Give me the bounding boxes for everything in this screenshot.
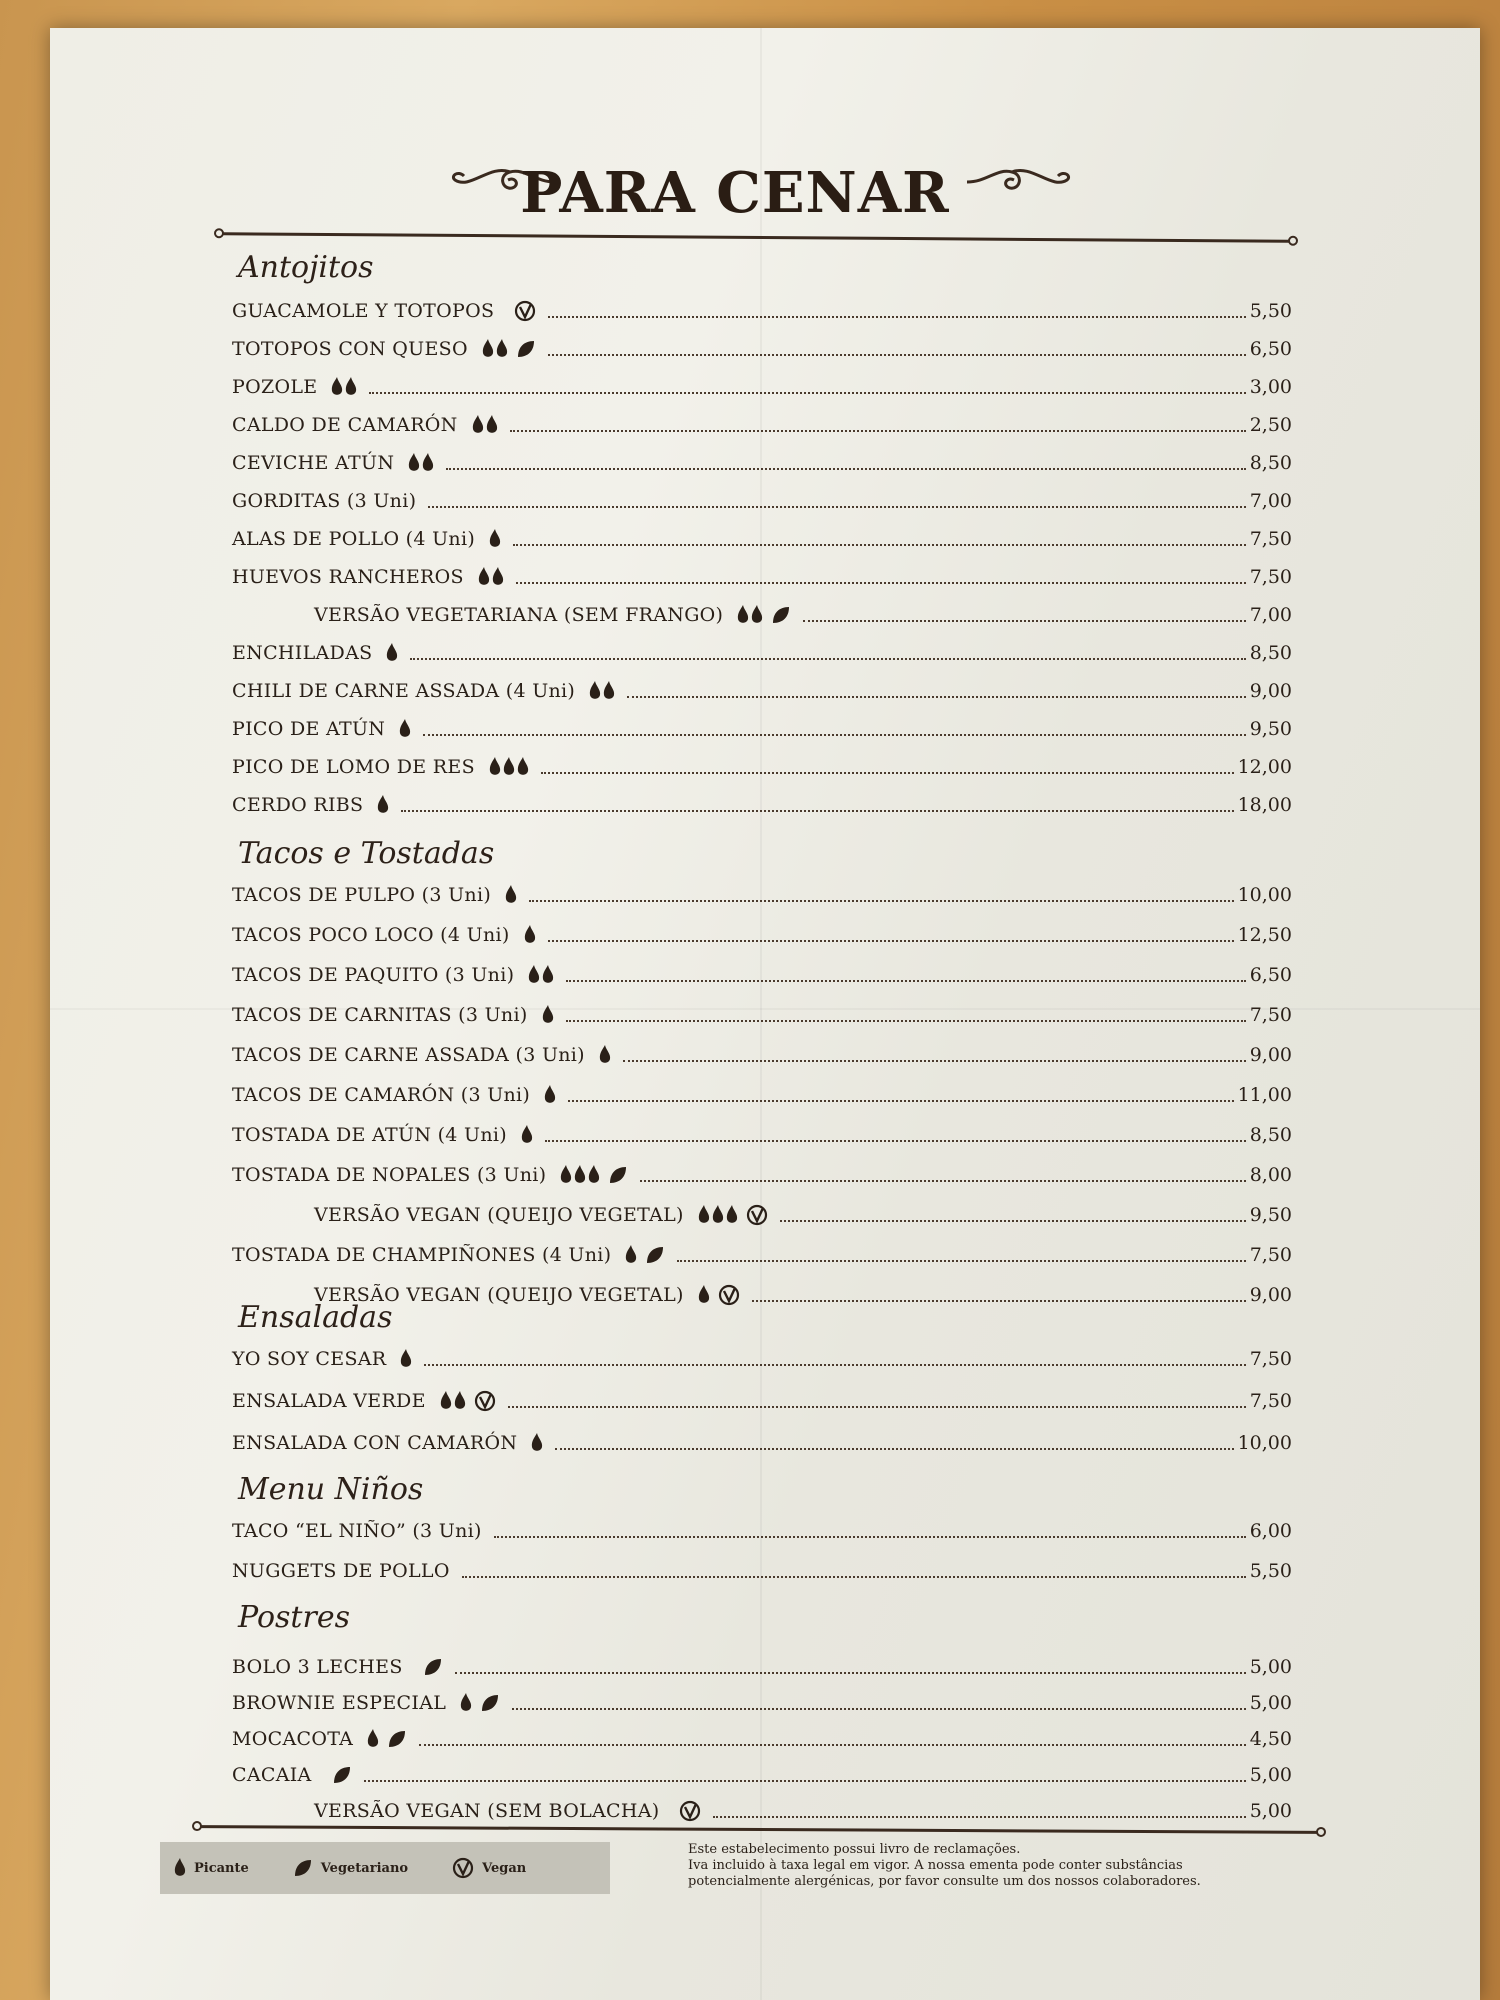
menu-item-row [232, 1386, 1292, 1416]
dotted-leader [462, 1576, 1246, 1578]
section-heading: Menu Niños [238, 1472, 424, 1507]
menu-item-price: 5,00 [1249, 1656, 1292, 1678]
leaf-icon [771, 605, 791, 625]
menu-item-row [232, 562, 1292, 592]
menu-item-name: TACOS DE CARNE ASSADA (3 Uni) [232, 1044, 585, 1066]
dotted-leader [541, 772, 1234, 774]
menu-item-name: CEVICHE ATÚN [232, 452, 395, 474]
menu-item-name: BROWNIE ESPECIAL [232, 1692, 447, 1714]
menu-item-price: 5,00 [1249, 1800, 1292, 1822]
notice-line-3: potencialmente alergénicas, por favor consulte um dos nossos colaboradores. [688, 1874, 1201, 1889]
menu-item-name: MOCACOTA [232, 1728, 354, 1750]
menu-item-price: 2,50 [1249, 414, 1292, 436]
chili-icon [625, 1245, 637, 1265]
menu-item-row [314, 600, 1292, 630]
chili-icon [574, 1165, 586, 1185]
menu-item-row [232, 1344, 1292, 1374]
diet-icons [544, 1085, 556, 1105]
dotted-leader [455, 1672, 1246, 1674]
menu-item-name: TACOS DE PAQUITO (3 Uni) [232, 964, 515, 986]
dotted-leader [568, 1100, 1233, 1102]
menu-item-row [232, 1516, 1292, 1546]
chili-icon [460, 1693, 472, 1713]
menu-item-name: CALDO DE CAMARÓN [232, 414, 458, 436]
dotted-leader [780, 1220, 1246, 1222]
diet-icons [489, 529, 501, 549]
chili-icon [454, 1391, 466, 1411]
dotted-leader [419, 1744, 1246, 1746]
leaf-icon [293, 1858, 313, 1878]
legend-vegan: Vegan [482, 1860, 527, 1876]
menu-item-name: CHILI DE CARNE ASSADA (4 Uni) [232, 680, 576, 702]
menu-item-row [314, 1280, 1292, 1310]
vegan-icon [718, 1284, 740, 1306]
leaf-icon [516, 339, 536, 359]
legend [160, 1842, 610, 1894]
menu-item-name: YO SOY CESAR [232, 1348, 387, 1370]
dotted-leader [677, 1260, 1245, 1262]
menu-item-name: TOTOPOS CON QUESO [232, 338, 468, 360]
menu-item-name: BOLO 3 LECHES [232, 1656, 403, 1678]
menu-item-row [232, 920, 1292, 950]
menu-item-price: 9,00 [1249, 1284, 1292, 1306]
menu-item-name: TOSTADA DE ATÚN (4 Uni) [232, 1124, 507, 1146]
vegan-icon [746, 1204, 768, 1226]
menu-item-name: VERSÃO VEGAN (SEM BOLACHA) [314, 1800, 660, 1822]
chili-icon [698, 1205, 710, 1225]
chili-icon [496, 339, 508, 359]
diet-icons [625, 1245, 665, 1265]
chili-icon [599, 1045, 611, 1065]
diet-icons [505, 885, 517, 905]
chili-icon [560, 1165, 572, 1185]
chili-icon [399, 719, 411, 739]
menu-item-row [232, 1040, 1292, 1070]
chili-icon [542, 1005, 554, 1025]
menu-item-name: ENSALADA VERDE [232, 1390, 426, 1412]
menu-item-row [232, 1080, 1292, 1110]
menu-item-name: TACOS DE CARNITAS (3 Uni) [232, 1004, 528, 1026]
menu-title: PARA CENAR [520, 160, 950, 226]
diet-icons [489, 757, 529, 777]
chili-icon [367, 1729, 379, 1749]
menu-item-row [232, 880, 1292, 910]
menu-item-name: NUGGETS DE POLLO [232, 1560, 450, 1582]
dotted-leader [446, 468, 1245, 470]
menu-item-price: 8,50 [1249, 452, 1292, 474]
chili-icon [486, 415, 498, 435]
menu-item-name: TACOS POCO LOCO (4 Uni) [232, 924, 510, 946]
menu-item-row [232, 1160, 1292, 1190]
chili-icon [400, 1349, 412, 1369]
chili-icon [712, 1205, 724, 1225]
dotted-leader [548, 316, 1245, 318]
menu-item-price: 10,00 [1237, 884, 1292, 906]
chili-icon [422, 453, 434, 473]
diet-icons [408, 453, 434, 473]
menu-item-price: 7,00 [1249, 490, 1292, 512]
vegan-icon [474, 1390, 496, 1412]
dotted-leader [510, 430, 1246, 432]
dotted-leader [516, 582, 1246, 584]
legend-picante: Picante [194, 1860, 249, 1876]
menu-item-price: 8,00 [1249, 1164, 1292, 1186]
menu-item-price: 9,50 [1249, 1204, 1292, 1226]
dotted-leader [545, 1140, 1246, 1142]
dotted-leader [428, 506, 1245, 508]
menu-item-price: 6,00 [1249, 1520, 1292, 1542]
diet-icons [482, 339, 536, 359]
diet-icons [528, 965, 554, 985]
chili-icon [440, 1391, 452, 1411]
menu-item-name: POZOLE [232, 376, 318, 398]
chili-icon [386, 643, 398, 663]
menu-item-name: PICO DE LOMO DE RES [232, 756, 475, 778]
menu-item-price: 9,50 [1249, 718, 1292, 740]
chili-icon [751, 605, 763, 625]
menu-item-price: 6,50 [1249, 964, 1292, 986]
menu-item-price: 8,50 [1249, 1124, 1292, 1146]
dotted-leader [803, 620, 1245, 622]
menu-item-row [232, 1556, 1292, 1586]
dotted-leader [548, 940, 1234, 942]
chili-icon [528, 965, 540, 985]
dotted-leader [401, 810, 1233, 812]
menu-item-name: GORDITAS (3 Uni) [232, 490, 417, 512]
right-swirl-ornament [962, 160, 1072, 200]
chili-icon [377, 795, 389, 815]
dotted-leader [752, 1300, 1246, 1302]
dotted-leader [513, 544, 1246, 546]
diet-icons [417, 1657, 443, 1677]
dotted-leader [494, 1536, 1246, 1538]
diet-icons [331, 377, 357, 397]
diet-icons [399, 719, 411, 739]
menu-item-name: PICO DE ATÚN [232, 718, 386, 740]
dotted-leader [512, 1708, 1246, 1710]
diet-icons [599, 1045, 611, 1065]
legend-vegetariano: Vegetariano [320, 1860, 409, 1876]
leaf-icon [423, 1657, 443, 1677]
menu-item-price: 7,50 [1249, 528, 1292, 550]
dotted-leader [623, 1060, 1246, 1062]
menu-item-row [232, 1120, 1292, 1150]
dotted-leader [369, 392, 1245, 394]
menu-item-price: 7,50 [1249, 1348, 1292, 1370]
chili-icon [174, 1858, 186, 1878]
menu-item-row [232, 372, 1292, 402]
menu-item-row [232, 1240, 1292, 1270]
menu-item-price: 6,50 [1249, 338, 1292, 360]
menu-item-name: ENSALADA CON CAMARÓN [232, 1432, 518, 1454]
menu-item-row [232, 1688, 1292, 1718]
chili-icon [521, 1125, 533, 1145]
menu-item-row [232, 448, 1292, 478]
chili-icon [482, 339, 494, 359]
chili-icon [544, 1085, 556, 1105]
dotted-leader [566, 1020, 1246, 1022]
chili-icon [698, 1285, 710, 1305]
diet-icons [377, 795, 389, 815]
menu-item-price: 7,50 [1249, 1004, 1292, 1026]
chili-icon [524, 925, 536, 945]
dotted-leader [508, 1406, 1246, 1408]
menu-item-price: 7,00 [1249, 604, 1292, 626]
menu-item-name: GUACAMOLE Y TOTOPOS [232, 300, 495, 322]
leaf-icon [480, 1693, 500, 1713]
diet-icons [508, 300, 536, 322]
menu-item-price: 5,50 [1249, 300, 1292, 322]
menu-item-name: VERSÃO VEGAN (QUEIJO VEGETAL) [314, 1204, 684, 1226]
menu-item-price: 5,50 [1249, 1560, 1292, 1582]
menu-item-row [232, 638, 1292, 668]
menu-item-row [232, 790, 1292, 820]
menu-item-price: 10,00 [1237, 1432, 1292, 1454]
menu-item-price: 7,50 [1249, 1244, 1292, 1266]
menu-item-price: 7,50 [1249, 1390, 1292, 1412]
chili-icon [472, 415, 484, 435]
menu-item-row [232, 752, 1292, 782]
diet-icons [326, 1765, 352, 1785]
menu-item-name: CERDO RIBS [232, 794, 364, 816]
menu-item-price: 3,00 [1249, 376, 1292, 398]
notice-line-1: Este estabelecimento possui livro de reclamações. [688, 1842, 1021, 1857]
menu-item-row [232, 410, 1292, 440]
diet-icons [531, 1433, 543, 1453]
notice-line-2: Iva incluido à taxa legal em vigor. A nossa ementa pode conter substâncias [688, 1858, 1183, 1873]
menu-item-price: 12,00 [1237, 756, 1292, 778]
diet-icons [386, 643, 398, 663]
menu-item-name: VERSÃO VEGETARIANA (SEM FRANGO) [314, 604, 724, 626]
chili-icon [331, 377, 343, 397]
chili-icon [726, 1205, 738, 1225]
leaf-icon [645, 1245, 665, 1265]
menu-item-name: TACOS DE PULPO (3 Uni) [232, 884, 492, 906]
dotted-leader [410, 658, 1245, 660]
menu-item-row [232, 676, 1292, 706]
section-heading: Ensaladas [238, 1300, 393, 1335]
dotted-leader [364, 1780, 1246, 1782]
dotted-leader [640, 1180, 1245, 1182]
menu-item-price: 7,50 [1249, 566, 1292, 588]
menu-item-price: 9,00 [1249, 680, 1292, 702]
dotted-leader [713, 1816, 1245, 1818]
diet-icons [542, 1005, 554, 1025]
diet-icons [478, 567, 504, 587]
menu-item-row [232, 524, 1292, 554]
chili-icon [542, 965, 554, 985]
diet-icons [524, 925, 536, 945]
diet-icons [400, 1349, 412, 1369]
dotted-leader [555, 1448, 1233, 1450]
menu-item-price: 9,00 [1249, 1044, 1292, 1066]
chili-icon [345, 377, 357, 397]
dotted-leader [529, 900, 1234, 902]
menu-item-name: TOSTADA DE NOPALES (3 Uni) [232, 1164, 547, 1186]
menu-item-name: ALAS DE POLLO (4 Uni) [232, 528, 476, 550]
menu-item-name: CACAIA [232, 1764, 312, 1786]
chili-icon [505, 885, 517, 905]
menu-item-price: 18,00 [1237, 794, 1292, 816]
diet-icons [698, 1204, 768, 1226]
menu-item-price: 5,00 [1249, 1692, 1292, 1714]
chili-icon [489, 529, 501, 549]
diet-icons [521, 1125, 533, 1145]
menu-item-row [314, 1200, 1292, 1230]
diet-icons [440, 1390, 496, 1412]
menu-item-row [232, 1724, 1292, 1754]
chili-icon [489, 757, 501, 777]
chili-icon [588, 1165, 600, 1185]
menu-item-name: ENCHILADAS [232, 642, 373, 664]
menu-item-row [232, 486, 1292, 516]
dotted-leader [423, 734, 1246, 736]
chili-icon [531, 1433, 543, 1453]
diet-icons [460, 1693, 500, 1713]
menu-item-row [232, 1000, 1292, 1030]
diet-icons [560, 1165, 628, 1185]
leaf-icon [332, 1765, 352, 1785]
menu-item-name: TACOS DE CAMARÓN (3 Uni) [232, 1084, 531, 1106]
menu-item-row [232, 960, 1292, 990]
menu-item-name: VERSÃO VEGAN (QUEIJO VEGETAL) [314, 1284, 684, 1306]
menu-item-row [232, 1760, 1292, 1790]
section-heading: Antojitos [238, 250, 374, 285]
menu-item-row [232, 334, 1292, 364]
menu-item-row [314, 1796, 1292, 1826]
chili-icon [478, 567, 490, 587]
chili-icon [408, 453, 420, 473]
dotted-leader [627, 696, 1246, 698]
title-area [0, 120, 1500, 226]
menu-item-price: 4,50 [1249, 1728, 1292, 1750]
vegan-icon [514, 300, 536, 322]
leaf-icon [608, 1165, 628, 1185]
menu-item-row [232, 296, 1292, 326]
section-heading: Tacos e Tostadas [238, 836, 495, 871]
leaf-icon [387, 1729, 407, 1749]
diet-icons [737, 605, 791, 625]
vegan-icon [452, 1857, 474, 1879]
diet-icons [698, 1284, 740, 1306]
diet-icons [589, 681, 615, 701]
chili-icon [589, 681, 601, 701]
menu-item-row [232, 714, 1292, 744]
diet-icons [367, 1729, 407, 1749]
legal-notice [688, 1842, 1308, 1890]
dotted-leader [548, 354, 1246, 356]
menu-item-row [232, 1428, 1292, 1458]
chili-icon [503, 757, 515, 777]
menu-item-row [232, 1652, 1292, 1682]
diet-icons [472, 415, 498, 435]
chili-icon [603, 681, 615, 701]
diet-icons [673, 1800, 701, 1822]
menu-item-name: HUEVOS RANCHEROS [232, 566, 464, 588]
chili-icon [492, 567, 504, 587]
menu-item-price: 11,00 [1237, 1084, 1292, 1106]
menu-item-price: 8,50 [1249, 642, 1292, 664]
menu-item-name: TOSTADA DE CHAMPIÑONES (4 Uni) [232, 1244, 612, 1266]
dotted-leader [566, 980, 1245, 982]
dotted-leader [424, 1364, 1245, 1366]
chili-icon [737, 605, 749, 625]
menu-item-name: TACO “EL NIÑO” (3 Uni) [232, 1520, 482, 1542]
chili-icon [517, 757, 529, 777]
vegan-icon [679, 1800, 701, 1822]
menu-item-price: 12,50 [1237, 924, 1292, 946]
menu-item-price: 5,00 [1249, 1764, 1292, 1786]
section-heading: Postres [238, 1600, 350, 1635]
